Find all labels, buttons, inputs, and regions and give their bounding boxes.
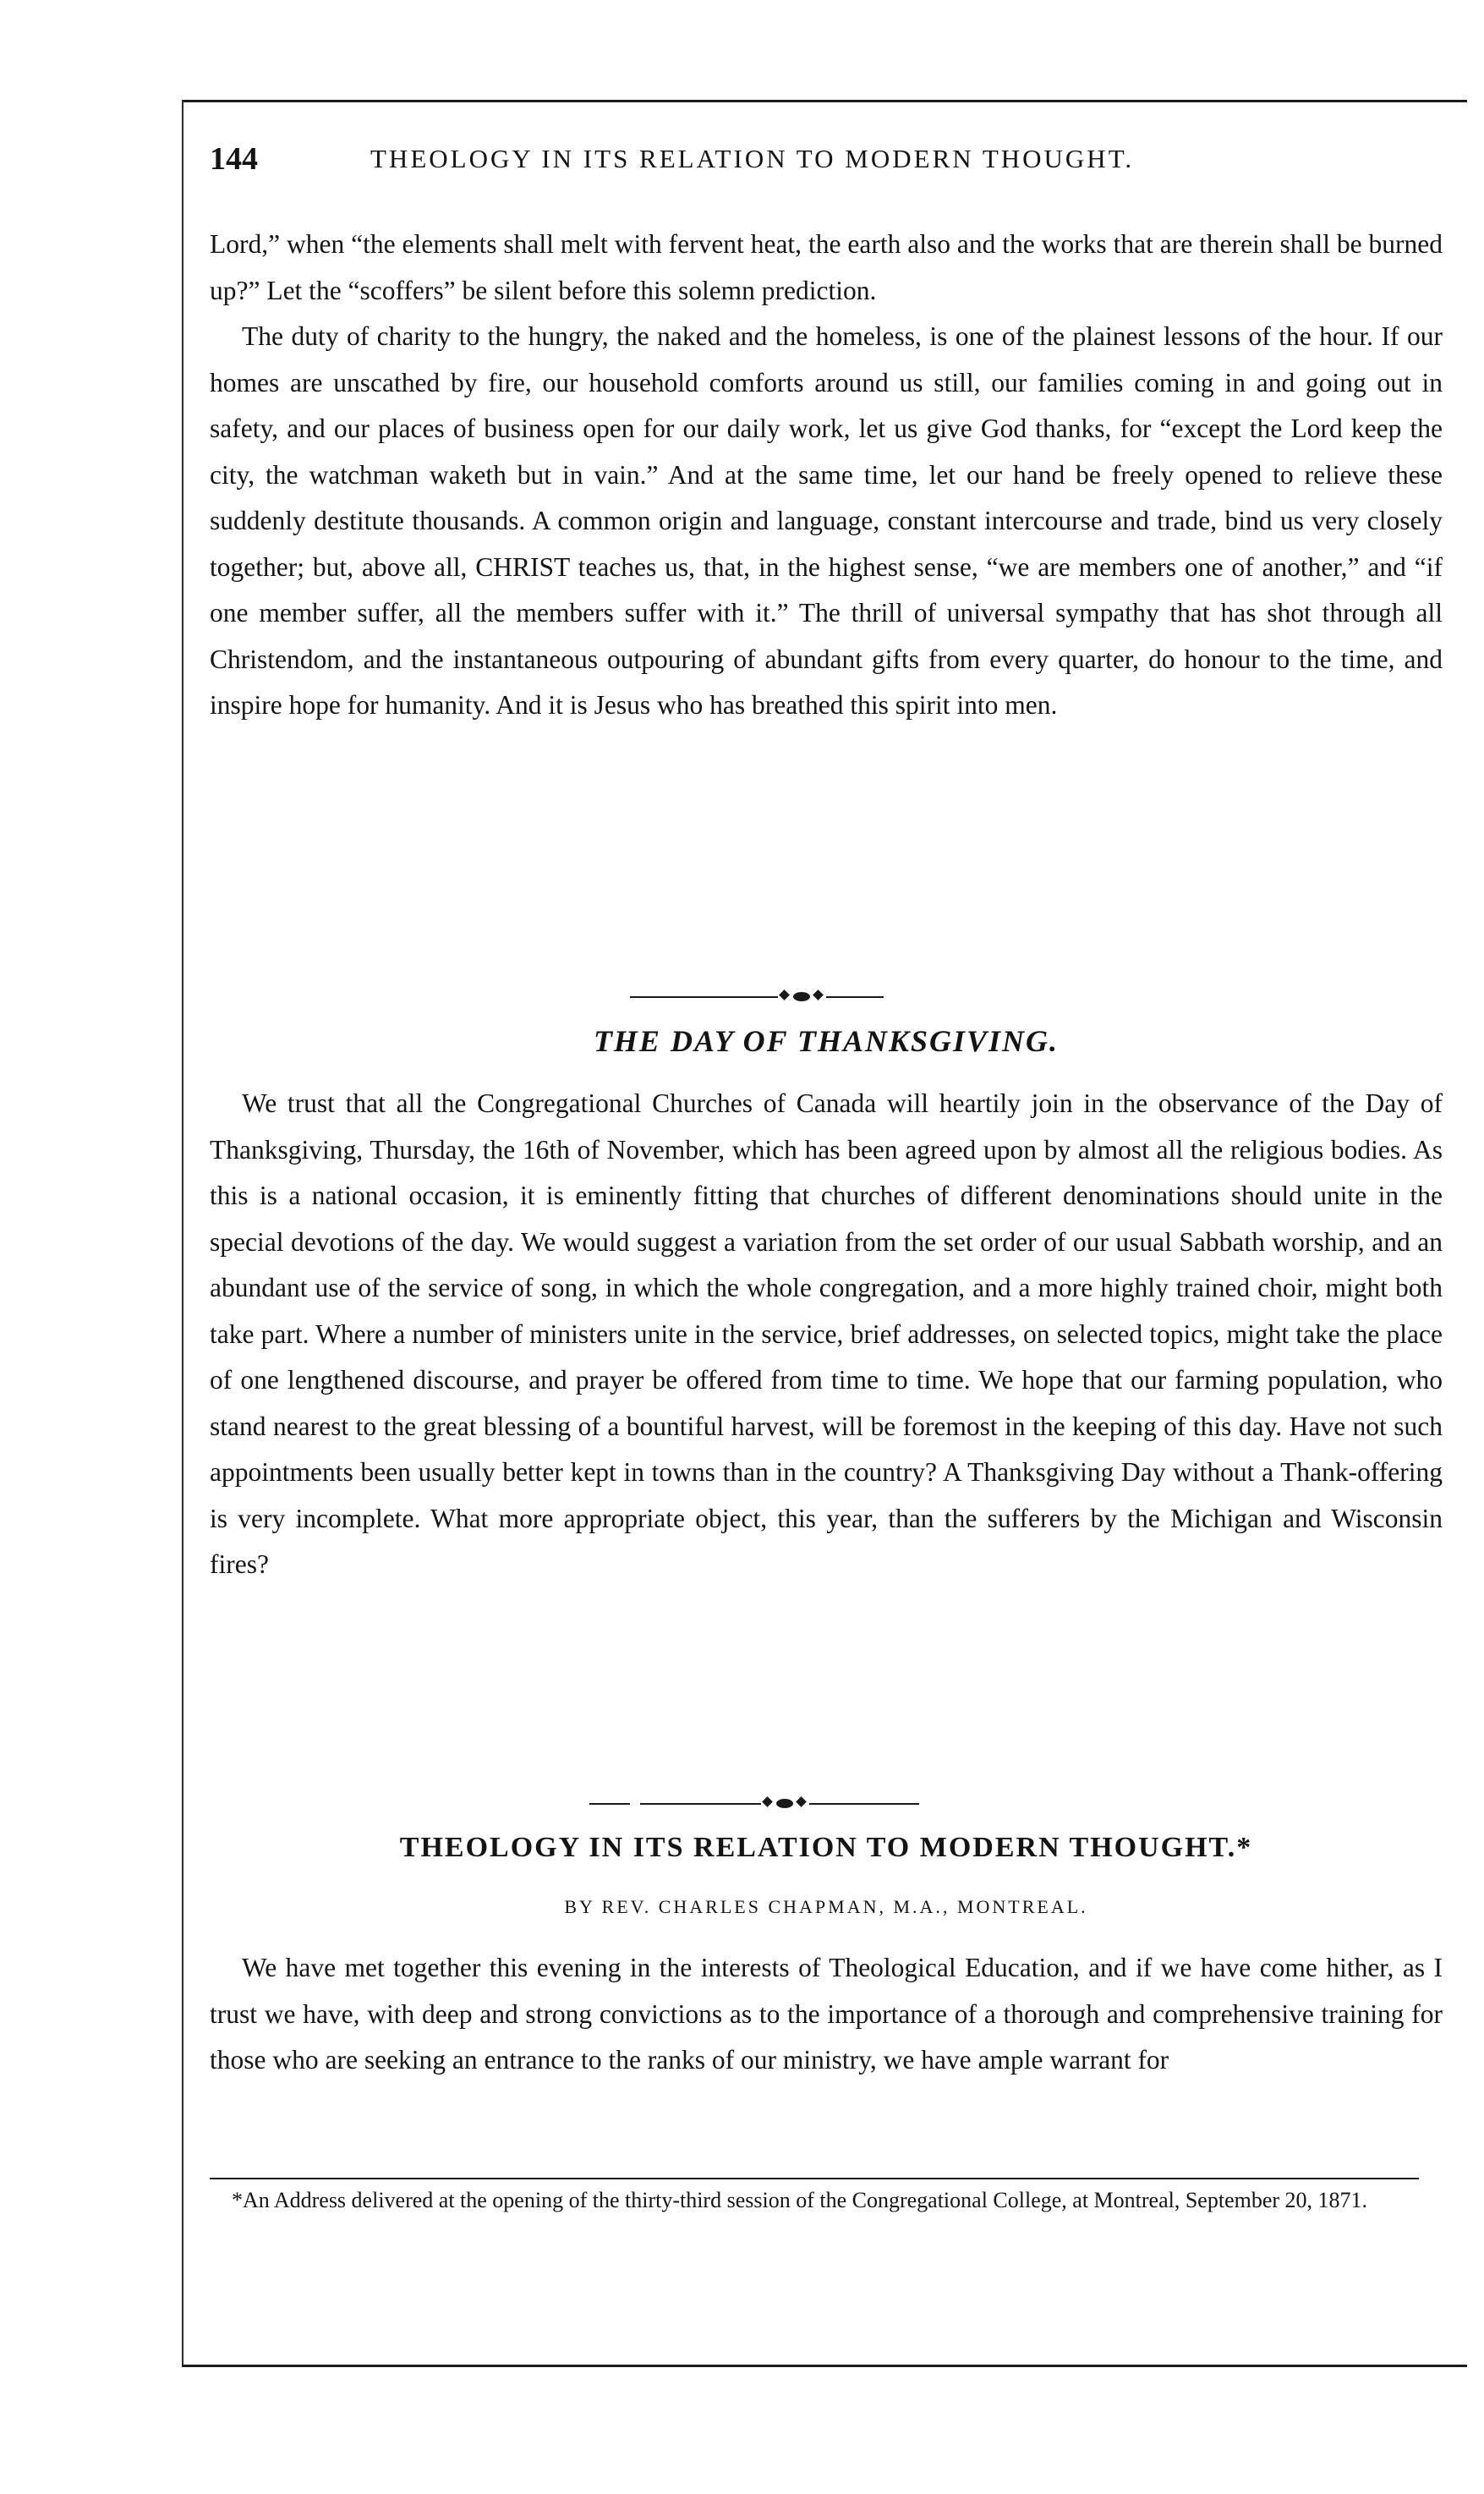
section-divider-1 (630, 989, 884, 1006)
article-byline: BY REV. CHARLES CHAPMAN, M.A., MONTREAL. (564, 1896, 1088, 1917)
running-head: THEOLOGY IN ITS RELATION TO MODERN THOUGHT. (370, 144, 1135, 173)
thanksgiving-paragraph: We trust that all the Congregational Churches of Canada will heartily join in the observance of the Day of Thanksgiving, Thursday, the 16th of November, which has been agreed upon by almost all the religious bodies. As this is a national occasion, it is eminently fitting that churches of different denominations should unite in the special devotions of the day. We would suggest a variation from the set order of our usual Sabbath worship, and an abundant use of the service of song, in which the whole congregation, and a more highly trained choir, might both take part. Where a number of ministers unite in the service, brief addresses, on selected topics, might take the place of one lengthened discourse, and prayer be offered from time to time. We hope that our farming population, who stand nearest to the great blessing of a bountiful harvest, will be foremost in the keeping of this day. Have not such appointments been usually better kept in towns than in the country? A Thanksgiving Day without a Thank-offering is very incomplete. What more appropriate object, this year, than the sufferers by the Michigan and Wisconsin fires? (210, 1088, 1443, 1579)
footnote-text: *An Address delivered at the opening of the thirty-third session of the Congregational College, at Montreal, September 20, 1871. (232, 2188, 1368, 2212)
footnote-rule (210, 2178, 1419, 2179)
article-text (210, 1945, 1443, 2084)
continuation-text (210, 222, 1443, 729)
page-number: 144 (210, 141, 258, 177)
thanksgiving-text (210, 1081, 1443, 1588)
section-divider-2 (589, 1795, 919, 1812)
article-paragraph: We have met together this evening in the interests of Theological Education, and if we have come hither, as I trust we have, with deep and strong convictions as to the importance of a thorough and comprehensive training for those who are seeking an entrance to the ranks of our ministry, we have ample warrant for (210, 1953, 1443, 2075)
page-frame-left-rule (182, 100, 183, 2366)
page-frame-top-rule (182, 100, 1467, 102)
page-header (210, 140, 1427, 191)
article-heading: THEOLOGY IN ITS RELATION TO MODERN THOUGHT.* (399, 1832, 1253, 1863)
page-frame-bottom-rule (182, 2365, 1467, 2367)
continuation-paragraph-2: The duty of charity to the hungry, the naked and the homeless, is one of the plainest lessons of the hour. If our homes are unscathed by fire, our household comforts around us still, our families coming in and going out in safety, and our places of business open for our daily work, let us give God thanks, for “except the Lord keep the city, the watchman waketh but in vain.” And at the same time, let our hand be freely opened to relieve these suddenly destitute thousands. A common origin and language, constant intercourse and trade, bind us very closely together; but, above all, CHRIST teaches us, that, in the highest sense, “we are members one of another,” and “if one member suffer, all the members suffer with it.” The thrill of universal sympathy that has shot through all Christendom, and the instantaneous outpouring of abundant gifts from every quarter, do honour to the time, and inspire hope for humanity. And it is Jesus who has breathed this spirit into men. (210, 321, 1443, 720)
continuation-paragraph-1: Lord,” when “the elements shall melt with fervent heat, the earth also and the works that are therein shall be burned up?” Let the “scoffers” be silent before this solemn prediction. (210, 229, 1443, 305)
thanksgiving-heading: THE DAY OF THANKSGIVING. (593, 1024, 1060, 1058)
footnote (210, 2185, 1419, 2216)
